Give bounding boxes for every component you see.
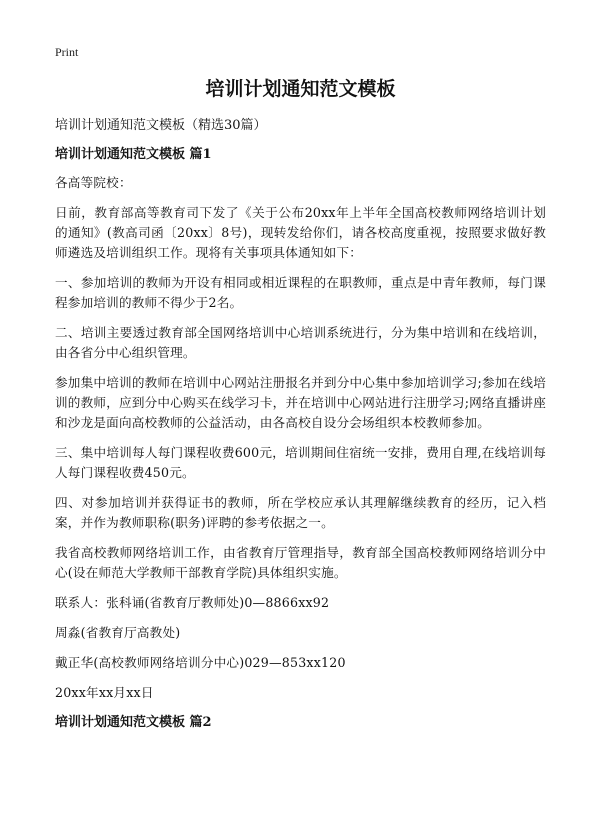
paragraph-item-1: 一、参加培训的教师为开设有相同或相近课程的在职教师，重点是中青年教师，每门课程参加培训的教师不得少于2名。: [55, 275, 546, 310]
paragraph-item-2: 二、培训主要透过教育部全国网络培训中心培训系统进行，分为集中培训和在线培训，由各省分中心组织管理。: [55, 325, 546, 360]
contact-line-2: 周淼(省教育厅高教处): [55, 625, 181, 640]
contact-line-3: 戴正华(高校教师网络培训分中心)029—853xx120: [55, 655, 346, 670]
paragraph-item-4: 四、对参加培训并获得证书的教师，所在学校应承认其理解继续教育的经历，记入档案，并作为教师职称(职务)评聘的参考依据之一。: [55, 495, 546, 530]
paragraph-item-3: 三、集中培训每人每门课程收费600元，培训期间住宿统一安排，费用自理,在线培训每人每门课程收费450元。: [55, 445, 546, 480]
paragraph-item-2-detail: 参加集中培训的教师在培训中心网站注册报名并到分中心集中参加培训学习;参加在线培训的教师，应到分中心购买在线学习卡，并在培训中心网站进行注册学习;网络直播讲座和沙龙是面向高校教师的公益活动，由各高校自设分会场组织本校教师参加。: [55, 375, 546, 430]
print-label[interactable]: Print: [55, 45, 79, 59]
section-heading-1: 培训计划通知范文模板 篇1: [55, 147, 212, 162]
document-title: 培训计划通知范文模板: [205, 78, 396, 100]
salutation: 各高等院校：: [55, 175, 132, 190]
contact-line-1: 联系人：张科诵(省教育厅教师处)0—8866xx92: [55, 595, 330, 610]
document-date: 20xx年xx月xx日: [55, 685, 154, 700]
paragraph-intro: 日前，教育部高等教育司下发了《关于公布20xx年上半年全国高校教师网络培训计划的通知》(教高司函〔20xx〕8号)，现转发给你们，请各校高度重视，按照要求做好教师遴选及培训组织工作。现将有关事项具体通知如下：: [55, 205, 546, 260]
document-subtitle: 培训计划通知范文模板（精选30篇）: [55, 118, 267, 133]
paragraph-organization: 我省高校教师网络培训工作，由省教育厅管理指导，教育部全国高校教师网络培训分中心(设在师范大学教师干部教育学院)具体组织实施。: [55, 545, 546, 580]
section-heading-2: 培训计划通知范文模板 篇2: [55, 715, 212, 730]
